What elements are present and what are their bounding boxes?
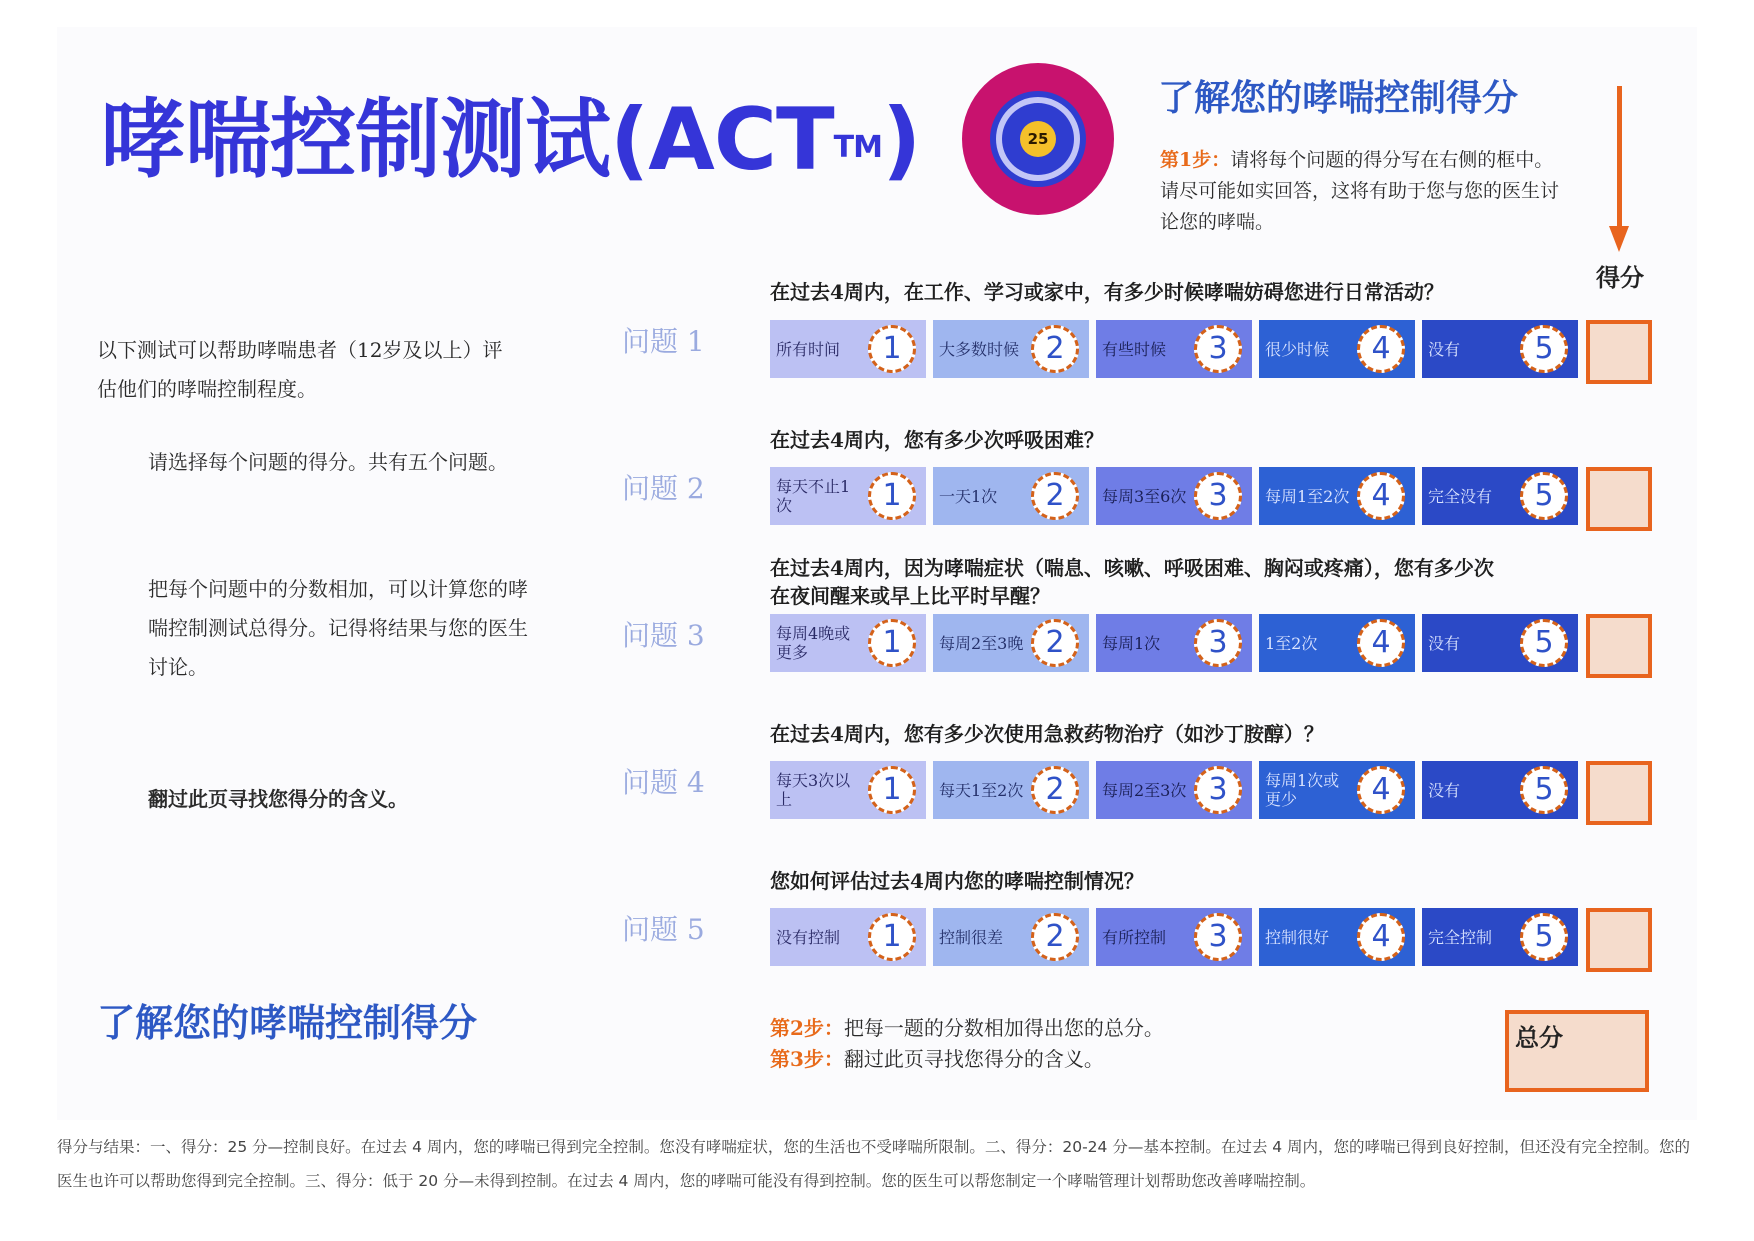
step1-instruction (1160, 145, 1560, 238)
target-icon (962, 63, 1114, 215)
answer-option[interactable]: 每周1至2次 4 (1259, 467, 1415, 525)
step3-instruction: 第3步：翻过此页寻找您得分的含义。 (770, 1047, 1104, 1071)
score-number: 3 (1194, 325, 1242, 373)
answer-option[interactable]: 每周1次或更少 4 (1259, 761, 1415, 819)
question-label: 问题 2 (622, 472, 705, 505)
answer-option[interactable]: 每天不止1次 1 (770, 467, 926, 525)
answer-option[interactable]: 有些时候 3 (1096, 320, 1252, 378)
arrow-head-icon (1609, 226, 1629, 252)
score-number: 5 (1520, 913, 1568, 961)
question-label: 问题 5 (622, 913, 705, 946)
score-number: 4 (1357, 619, 1405, 667)
step1-label: 第1步： (1160, 149, 1231, 171)
answer-option[interactable]: 每周2至3晚 2 (933, 614, 1089, 672)
total-label: 总分 (1515, 1023, 1563, 1052)
step1-text: 请将每个问题的得分写在右侧的框中。请尽可能如实回答，这将有助于您与您的医生讨论您的哮喘。 (1160, 149, 1560, 233)
answer-option[interactable]: 每周3至6次 3 (1096, 467, 1252, 525)
score-number: 1 (868, 766, 916, 814)
question-label: 问题 1 (622, 325, 705, 358)
score-number: 4 (1357, 913, 1405, 961)
score-input-box[interactable] (1586, 467, 1652, 531)
score-number: 2 (1031, 913, 1079, 961)
score-number: 4 (1357, 325, 1405, 373)
answer-option[interactable]: 每天1至2次 2 (933, 761, 1089, 819)
answer-option[interactable]: 控制很差 2 (933, 908, 1089, 966)
score-number: 3 (1194, 619, 1242, 667)
score-heading: 了解您的哮喘控制得分 (1158, 77, 1519, 119)
score-number: 1 (868, 325, 916, 373)
score-input-box[interactable] (1586, 761, 1652, 825)
results-footnote: 得分与结果：一、得分：25 分—控制良好。在过去 4 周内，您的哮喘已得到完全控制。您没有哮喘症状，您的生活也不受哮喘所限制。二、得分：20-24 分—基本控制。在过去 4 周内，您的哮喘已得到良好控制，但还没有完全控制。您的医生也许可以帮助您得到完全控制。三、得分：低于 20 分—未得到控制。在过去 4 周内，您的哮喘可能没有得到控制。您的医生可以帮您制定一个哮喘管理计划帮助您改善哮喘控制。 (57, 1138, 1691, 1190)
intro-text: 以下测试可以帮助哮喘患者（12岁及以上）评估他们的哮喘控制程度。 (97, 338, 503, 401)
question-label: 问题 4 (622, 766, 705, 799)
answer-option[interactable]: 每天3次以上 1 (770, 761, 926, 819)
title-close: ) (881, 90, 921, 190)
question-text: 您如何评估过去4周内您的哮喘控制情况？ (770, 869, 1144, 893)
flip-page-text: 翻过此页寻找您得分的含义。 (148, 787, 408, 811)
answer-option[interactable]: 有所控制 3 (1096, 908, 1252, 966)
score-number: 4 (1357, 472, 1405, 520)
answer-option[interactable]: 大多数时候 2 (933, 320, 1089, 378)
answer-option[interactable]: 1至2次 4 (1259, 614, 1415, 672)
question-label: 问题 3 (622, 619, 705, 652)
answer-option[interactable]: 每周4晚或更多 1 (770, 614, 926, 672)
page-title (100, 90, 920, 190)
score-input-box[interactable] (1586, 614, 1652, 678)
score-number: 5 (1520, 472, 1568, 520)
score-number: 4 (1357, 766, 1405, 814)
score-number: 5 (1520, 325, 1568, 373)
score-number: 3 (1194, 913, 1242, 961)
score-number: 5 (1520, 619, 1568, 667)
question-text: 在过去4周内，因为哮喘症状（喘息、咳嗽、呼吸困难、胸闷或疼痛），您有多少次在夜间醒来或早上比平时早醒？ (770, 556, 1494, 608)
score-number: 2 (1031, 472, 1079, 520)
bottom-heading: 了解您的哮喘控制得分 (97, 1000, 478, 1045)
step2-instruction: 第2步：把每一题的分数相加得出您的总分。 (770, 1016, 1164, 1040)
score-number: 1 (868, 913, 916, 961)
score-number: 3 (1194, 766, 1242, 814)
answer-option[interactable]: 很少时候 4 (1259, 320, 1415, 378)
answer-option[interactable]: 所有时间 1 (770, 320, 926, 378)
answer-option[interactable]: 一天1次 2 (933, 467, 1089, 525)
score-number: 2 (1031, 766, 1079, 814)
calculation-text: 把每个问题中的分数相加，可以计算您的哮喘控制测试总得分。记得将结果与您的医生讨论。 (148, 577, 528, 679)
score-number: 2 (1031, 325, 1079, 373)
title-text: 哮喘控制测试(ACT (100, 90, 834, 190)
score-number: 3 (1194, 472, 1242, 520)
score-number: 5 (1520, 766, 1568, 814)
steps-2-3 (770, 1013, 1164, 1075)
total-score-box[interactable] (1505, 1010, 1649, 1092)
trademark: TM (833, 130, 882, 165)
question-text: 在过去4周内，您有多少次呼吸困难？ (770, 428, 1104, 452)
score-number: 1 (868, 472, 916, 520)
score-input-box[interactable] (1586, 320, 1652, 384)
instruction-text: 请选择每个问题的得分。共有五个问题。 (148, 450, 508, 474)
answer-option[interactable]: 每周1次 3 (1096, 614, 1252, 672)
score-number: 2 (1031, 619, 1079, 667)
answer-option[interactable]: 没有 5 (1422, 320, 1578, 378)
target-score: 25 (1020, 121, 1056, 157)
answer-option[interactable]: 没有 5 (1422, 614, 1578, 672)
question-text: 在过去4周内，您有多少次使用急救药物治疗（如沙丁胺醇）？ (770, 722, 1324, 746)
answer-option[interactable]: 没有 5 (1422, 761, 1578, 819)
score-input-box[interactable] (1586, 908, 1652, 972)
score-number: 1 (868, 619, 916, 667)
answer-option[interactable]: 控制很好 4 (1259, 908, 1415, 966)
answer-option[interactable]: 完全控制 5 (1422, 908, 1578, 966)
down-arrow-icon (1617, 86, 1622, 236)
question-text: 在过去4周内，在工作、学习或家中，有多少时候哮喘妨碍您进行日常活动？ (770, 280, 1444, 304)
answer-option[interactable]: 每周2至3次 3 (1096, 761, 1252, 819)
answer-option[interactable]: 没有控制 1 (770, 908, 926, 966)
answer-option[interactable]: 完全没有 5 (1422, 467, 1578, 525)
score-column-label: 得分 (1596, 263, 1644, 292)
